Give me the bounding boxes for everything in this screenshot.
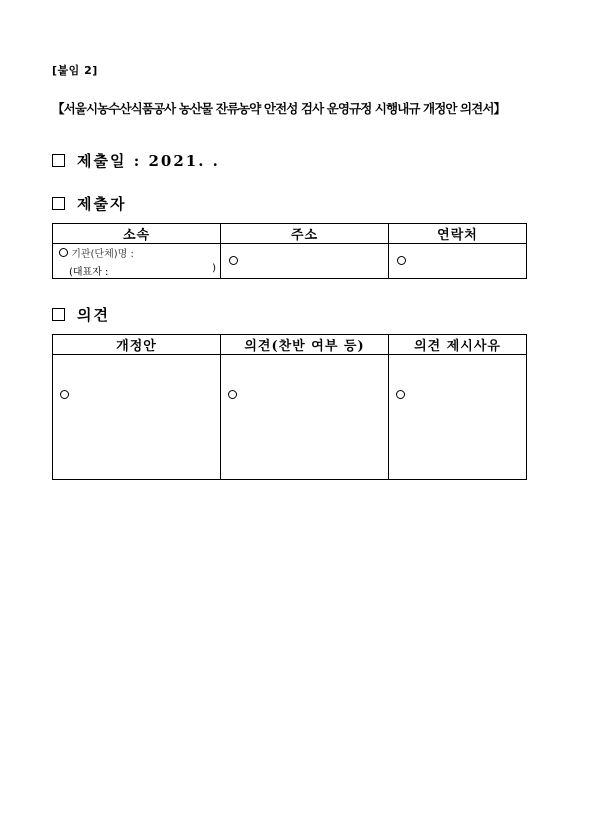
close-paren: ) bbox=[212, 263, 216, 274]
submission-date-label: 제출일 : 2021. . bbox=[77, 152, 220, 170]
opinion-section bbox=[52, 304, 110, 325]
circle-bullet-icon bbox=[229, 256, 238, 265]
affiliation-cell[interactable] bbox=[53, 244, 221, 279]
header-reason: 의견 제시사유 bbox=[389, 335, 527, 355]
circle-bullet-icon bbox=[60, 390, 69, 399]
submission-date-section bbox=[52, 150, 220, 171]
opinion-table bbox=[52, 334, 527, 480]
address-cell[interactable] bbox=[221, 244, 389, 279]
submitter-section bbox=[52, 193, 126, 214]
circle-bullet-icon bbox=[59, 248, 68, 257]
checkbox-square-icon bbox=[52, 308, 65, 321]
reason-cell[interactable] bbox=[389, 355, 527, 480]
header-amendment: 개정안 bbox=[53, 335, 221, 355]
amendment-cell[interactable] bbox=[53, 355, 221, 480]
circle-bullet-icon bbox=[396, 390, 405, 399]
org-name-label: 기관(단체)명 : bbox=[71, 249, 134, 260]
org-name-line bbox=[59, 247, 134, 262]
circle-bullet-icon bbox=[397, 256, 406, 265]
opinion-cell[interactable] bbox=[221, 355, 389, 480]
attachment-label: [붙임 2] bbox=[52, 64, 98, 77]
header-opinion: 의견(찬반 여부 등) bbox=[221, 335, 389, 355]
document-title: 【서울시농수산식품공사 농산물 잔류농약 안전성 검사 운영규정 시행내규 개정안 의견서】 bbox=[52, 101, 506, 116]
contact-cell[interactable] bbox=[389, 244, 527, 279]
checkbox-square-icon bbox=[52, 197, 65, 210]
circle-bullet-icon bbox=[228, 390, 237, 399]
header-affiliation: 소속 bbox=[53, 224, 221, 244]
opinion-label: 의견 bbox=[77, 306, 110, 324]
header-address: 주소 bbox=[221, 224, 389, 244]
submitter-label: 제출자 bbox=[77, 195, 127, 213]
checkbox-square-icon bbox=[52, 154, 65, 167]
submitter-table bbox=[52, 223, 527, 279]
header-contact: 연락처 bbox=[389, 224, 527, 244]
representative-label: (대표자 : bbox=[69, 267, 109, 278]
